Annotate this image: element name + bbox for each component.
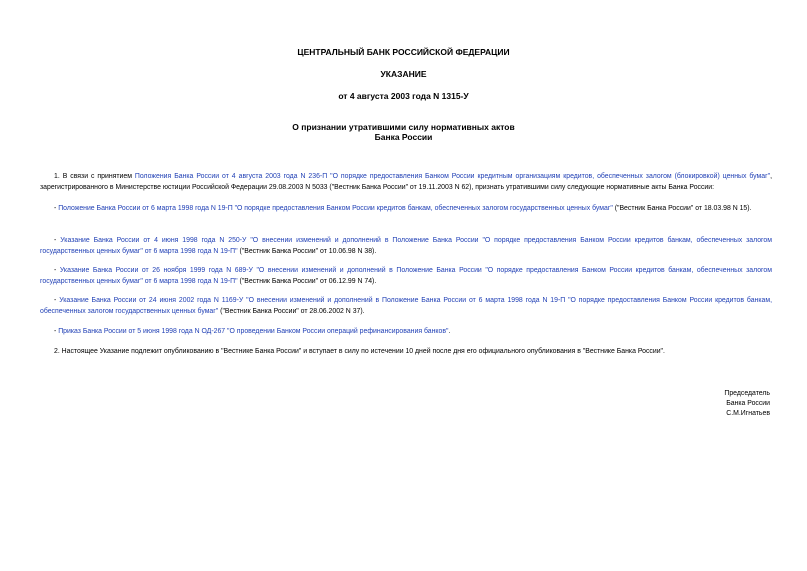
directive-689u-link[interactable]: Указание Банка России от 26 ноября 1999 года N 689-У "О внесении изменений и дополнений в Положение Банка России "О порядке предоставления Банком России кредитов банкам, обеспеченных залогом государственных ценных бумаг" от 6 марта 1998 года N 19-П"	[40, 267, 772, 285]
paragraph-3-suffix: ("Вестник Банка России" от 10.06.98 N 38).	[237, 248, 377, 255]
paragraph-6-prefix: -	[54, 328, 59, 335]
paragraph-5-suffix: ("Вестник Банка России" от 28.06.2002 N 37).	[218, 308, 365, 315]
issuer-header: ЦЕНТРАЛЬНЫЙ БАНК РОССИЙСКОЙ ФЕДЕРАЦИИ	[297, 47, 510, 57]
directive-250u-link[interactable]: Указание Банка России от 4 июня 1998 года N 250-У "О внесении изменений и дополнений в Положение Банка России "О порядке предоставления Банком России кредитов банкам, обеспеченных залогом государственных ценных бумаг" от 6 марта 1998 года N 19-П"	[40, 237, 772, 255]
paragraph-1-prefix: 1. В связи с принятием	[54, 173, 135, 180]
paragraph-6-suffix: .	[448, 328, 451, 335]
paragraph-1	[40, 171, 772, 193]
paragraph-4-prefix: -	[54, 267, 60, 274]
signatory-organization: Банка России	[726, 400, 770, 407]
signature-block	[700, 389, 770, 419]
paragraph-1-suffix: , зарегистрированного в Министерстве юстиции Российской Федерации 29.08.2003 N 5033 ("Вестник Банка России" от 19.11.2003 N 62), признать утратившими силу следующие нормативные акты Банка России:	[40, 173, 772, 191]
signatory-name: С.М.Игнатьев	[726, 410, 770, 417]
document-type: УКАЗАНИЕ	[380, 69, 427, 79]
paragraph-5-prefix: -	[54, 297, 60, 304]
title-line-1: О признании утратившими силу нормативных актов	[292, 122, 515, 132]
order-od267-link[interactable]: Приказ Банка России от 5 июня 1998 года N ОД-267 "О проведении Банком России операций рефинансирования банков"	[58, 328, 449, 335]
regulation-19p-link[interactable]: Положение Банка России от 6 марта 1998 года N 19-П "О порядке предоставления Банком России кредитов банкам, обеспеченных залогом государственных ценных бумаг"	[58, 205, 613, 212]
signatory-position: Председатель	[724, 390, 770, 397]
regulation-236p-link[interactable]: Положения Банка России от 4 августа 2003 года N 236-П "О порядке предоставления Банком России кредитным организациям кредитов, обеспеченных залогом (блокировкой) ценных бумаг"	[134, 173, 771, 180]
paragraph-3-prefix: -	[54, 237, 61, 244]
paragraph-2	[40, 203, 772, 214]
paragraph-7-text: 2. Настоящее Указание подлежит опубликованию в "Вестнике Банка России" и вступает в силу по истечении 10 дней после дня его официального опубликования в "Вестнике Банка России".	[54, 348, 665, 355]
directive-1169u-link[interactable]: Указание Банка России от 24 июня 2002 года N 1169-У "О внесении изменений и дополнений в Положение Банка России от 6 марта 1998 года N 19-П "О порядке предоставления Банком России кредитов банкам, обеспеченных залогом государственных ценных бумаг"	[40, 297, 772, 315]
paragraph-5	[40, 295, 772, 317]
document-date-number: от 4 августа 2003 года N 1315-У	[338, 91, 469, 101]
paragraph-2-prefix: -	[54, 205, 59, 212]
paragraph-4-suffix: ("Вестник Банка России" от 06.12.99 N 74).	[237, 278, 377, 285]
paragraph-3	[40, 235, 772, 257]
paragraph-7	[40, 346, 772, 357]
paragraph-4	[40, 265, 772, 287]
paragraph-6	[40, 326, 772, 337]
title-line-2: Банка России	[374, 132, 433, 142]
paragraph-2-suffix: ("Вестник Банка России" от 18.03.98 N 15).	[612, 205, 752, 212]
document-title	[0, 122, 807, 142]
